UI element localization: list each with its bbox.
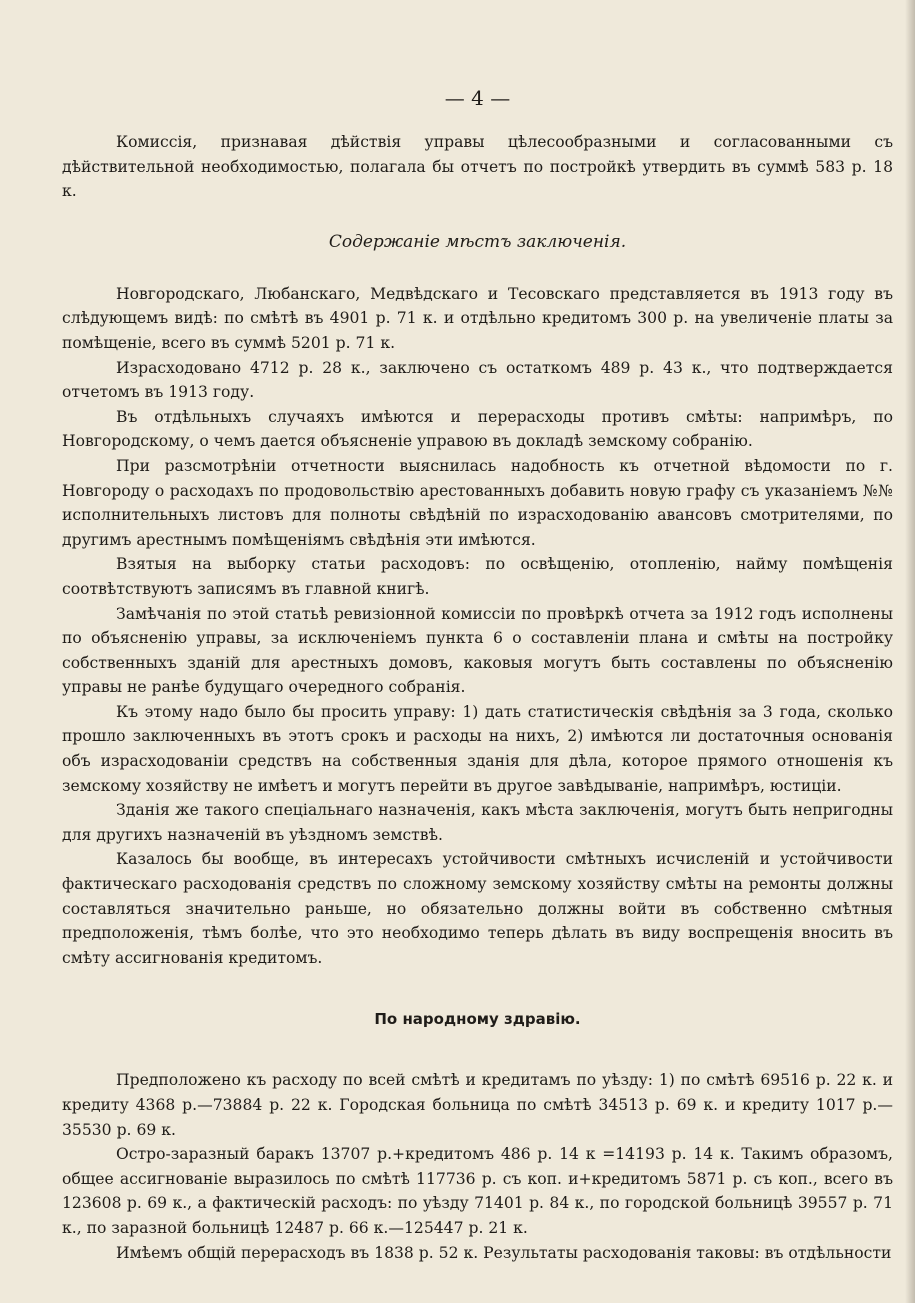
- paragraph: Новгородскаго, Любанскаго, Медвѣдскаго и Тесовскаго представляется въ 1913 году въ слѣдующемъ видѣ: по смѣтѣ въ 4901 р. 71 к. и отдѣльно кредитомъ 300 р. на увеличеніе платы за помѣщеніе, всего въ суммѣ 5201 р. 71 к.: [62, 284, 893, 352]
- paragraph: Къ этому надо было бы просить управу: 1) дать статистическія свѣдѣнія за 3 года, сколько прошло заключенныхъ въ этотъ срокъ и расходы на нихъ, 2) имѣются ли достаточныя основанія объ израсходованіи средствъ на собственныя зданія для дѣла, которое прямого отношенія къ земскому хозяйству не имѣетъ и могутъ перейти въ другое завѣдываніе, напримѣръ, юстиціи.: [62, 702, 893, 795]
- paragraph: Взятыя на выборку статьи расходовъ: по освѣщенію, отопленію, найму помѣщенія соотвѣтствуютъ записямъ въ главной книгѣ.: [62, 555, 893, 598]
- paragraph: Остро-заразный баракъ 13707 р.+кредитомъ 486 р. 14 к =14193 р. 14 к. Такимъ образомъ, общее ассигнованіе выразилось по смѣтѣ 117736 р. съ коп. и+кредитомъ 5871 р. съ коп., всего въ 123608 р. 69 к., а фактическій расходъ: по уѣзду 71401 р. 84 к., по городской больницѣ 39557 р. 71 к., по заразной больницѣ 12487 р. 66 к.—125447 р. 21 к.: [62, 1145, 893, 1237]
- paragraph: Въ отдѣльныхъ случаяхъ имѣются и перерасходы противъ смѣты: напримѣръ, по Новгородскому, о чемъ дается объясненіе управою въ докладѣ земскому собранію.: [62, 407, 893, 451]
- section-heading-prisons: Содержаніе мѣстъ заключенія.: [328, 231, 627, 252]
- paragraph: Казалось бы вообще, въ интересахъ устойчивости смѣтныхъ исчисленій и устойчивости фактическаго расходованія средствъ по сложному земскому хозяйству смѣты на ремонты должны составляться значительно раньше, но обязательно должны войти въ собственно смѣтныя предположенія, тѣмъ болѣе, что это необходимо теперь дѣлать въ виду воспрещенія вносить въ смѣту ассигнованія кредитомъ.: [62, 850, 893, 967]
- paragraph: Израсходовано 4712 р. 28 к., заключено съ остаткомъ 489 р. 43 к., что подтверждается отчетомъ въ 1913 году.: [62, 358, 893, 402]
- paragraph: Предположено къ расходу по всей смѣтѣ и кредитамъ по уѣзду: 1) по смѣтѣ 69516 р. 22 к. и кредиту 4368 р.—73884 р. 22 к. Городская больница по смѣтѣ 34513 р. 69 к. и кредиту 1017 р.—35530 р. 69 к.: [62, 1071, 893, 1139]
- section-heading-public-health: По народному здравію.: [374, 1010, 581, 1029]
- paragraph: Имѣемъ общій перерасходъ въ 1838 р. 52 к. Результаты расходованія таковы: въ отдѣльности: [116, 1243, 892, 1262]
- paragraph: Замѣчанія по этой статьѣ ревизіонной комиссіи по провѣркѣ отчета за 1912 годъ исполнены по объясненію управы, за исключеніемъ пункта 6 о составленіи плана и смѣты на постройку собственныхъ зданій для арестныхъ домовъ, каковыя могутъ быть составлены по объясненію управы не ранѣе будущаго очередного собранія.: [62, 604, 893, 697]
- paragraph: Зданія же такого спеціальнаго назначенія, какъ мѣста заключенія, могутъ быть непригодны для другихъ назначеній въ уѣздномъ земствѣ.: [62, 801, 893, 844]
- page-number: — 4 —: [444, 86, 511, 110]
- page-edge-shadow: [905, 0, 915, 1303]
- paragraph: Комиссія, признавая дѣйствія управы цѣлесообразными и согласованными съ дѣйствительной необходимостью, полагала бы отчетъ по постройкѣ утвердить въ суммѣ 583 р. 18 к.: [62, 133, 893, 201]
- paragraph: При разсмотрѣніи отчетности выяснилась надобность къ отчетной вѣдомости по г. Новгороду о расходахъ по продовольствію арестованныхъ добавить новую графу съ указаніемъ №№ исполнительныхъ листовъ для полноты свѣдѣній по израсходованію авансовъ смотрителями, по другимъ арестнымъ помѣщеніямъ свѣдѣнія эти имѣются.: [62, 456, 893, 549]
